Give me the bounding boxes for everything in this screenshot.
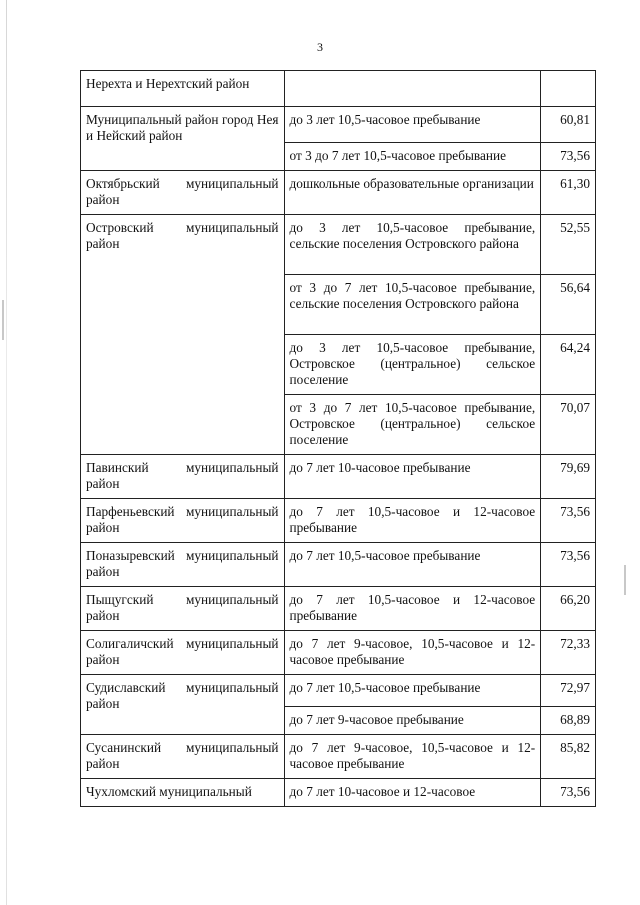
table-row — [81, 631, 596, 675]
table-row — [81, 455, 596, 499]
district-cell: Парфеньевский муниципальный район — [81, 499, 285, 543]
table-row — [81, 171, 596, 215]
rate-cell: 66,20 — [541, 587, 596, 631]
rate-cell: 72,33 — [541, 631, 596, 675]
rate-cell: 79,69 — [541, 455, 596, 499]
district-cell: Муниципальный район город Нея и Нейский район — [81, 107, 285, 171]
rate-cell: 85,82 — [541, 735, 596, 779]
rate-cell: 61,30 — [541, 171, 596, 215]
scan-mark — [624, 565, 626, 595]
table-row — [81, 107, 596, 143]
condition-cell: до 7 лет 10-часовое пребывание — [284, 455, 541, 499]
rate-cell: 60,81 — [541, 107, 596, 143]
rate-cell: 73,56 — [541, 543, 596, 587]
rates-table-body — [81, 71, 596, 807]
condition-cell — [284, 71, 541, 107]
condition-cell: до 3 лет 10,5-часовое пребывание, Островское (центральное) сельское поселение — [284, 335, 541, 395]
table-row — [81, 71, 596, 107]
district-cell: Поназыревский муниципальный район — [81, 543, 285, 587]
table-row — [81, 215, 596, 275]
district-cell: Павинский муниципальный район — [81, 455, 285, 499]
condition-cell: до 7 лет 10,5-часовое пребывание — [284, 543, 541, 587]
table-row — [81, 499, 596, 543]
rate-cell: 56,64 — [541, 275, 596, 335]
district-cell: Пыщугский муниципальный район — [81, 587, 285, 631]
condition-cell: до 7 лет 10,5-часовое и 12-часовое пребывание — [284, 499, 541, 543]
rate-cell: 73,56 — [541, 499, 596, 543]
condition-cell: дошкольные образовательные организации — [284, 171, 541, 215]
rate-cell: 73,56 — [541, 143, 596, 171]
table-row — [81, 779, 596, 807]
condition-cell: до 3 лет 10,5-часовое пребывание, сельские поселения Островского района — [284, 215, 541, 275]
district-cell: Нерехта и Нерехтский район — [81, 71, 285, 107]
scan-edge — [6, 0, 7, 905]
page-number: 3 — [317, 40, 323, 54]
condition-cell: до 7 лет 10-часовое и 12-часовое — [284, 779, 541, 807]
condition-cell: до 7 лет 9-часовое, 10,5-часовое и 12-часовое пребывание — [284, 735, 541, 779]
rate-cell: 72,97 — [541, 675, 596, 707]
condition-cell: от 3 до 7 лет 10,5-часовое пребывание, сельские поселения Островского района — [284, 275, 541, 335]
rate-cell: 64,24 — [541, 335, 596, 395]
condition-cell: до 3 лет 10,5-часовое пребывание — [284, 107, 541, 143]
district-cell: Чухломский муниципальный — [81, 779, 285, 807]
rates-table — [80, 70, 596, 807]
rate-cell: 73,56 — [541, 779, 596, 807]
rate-cell — [541, 71, 596, 107]
condition-cell: до 7 лет 9-часовое, 10,5-часовое и 12-часовое пребывание — [284, 631, 541, 675]
scan-mark — [2, 300, 4, 340]
table-row — [81, 587, 596, 631]
district-cell: Октябрьский муниципальный район — [81, 171, 285, 215]
rate-cell: 68,89 — [541, 707, 596, 735]
table-row — [81, 675, 596, 707]
condition-cell: до 7 лет 10,5-часовое и 12-часовое пребывание — [284, 587, 541, 631]
district-cell: Судиславский муниципальный район — [81, 675, 285, 735]
table-row — [81, 543, 596, 587]
rate-cell: 52,55 — [541, 215, 596, 275]
district-cell: Сусанинский муниципальный район — [81, 735, 285, 779]
district-cell: Островский муниципальный район — [81, 215, 285, 455]
district-cell: Солигаличский муниципальный район — [81, 631, 285, 675]
condition-cell: от 3 до 7 лет 10,5-часовое пребывание — [284, 143, 541, 171]
rate-cell: 70,07 — [541, 395, 596, 455]
condition-cell: до 7 лет 9-часовое пребывание — [284, 707, 541, 735]
condition-cell: от 3 до 7 лет 10,5-часовое пребывание, Островское (центральное) сельское поселение — [284, 395, 541, 455]
condition-cell: до 7 лет 10,5-часовое пребывание — [284, 675, 541, 707]
table-row — [81, 735, 596, 779]
